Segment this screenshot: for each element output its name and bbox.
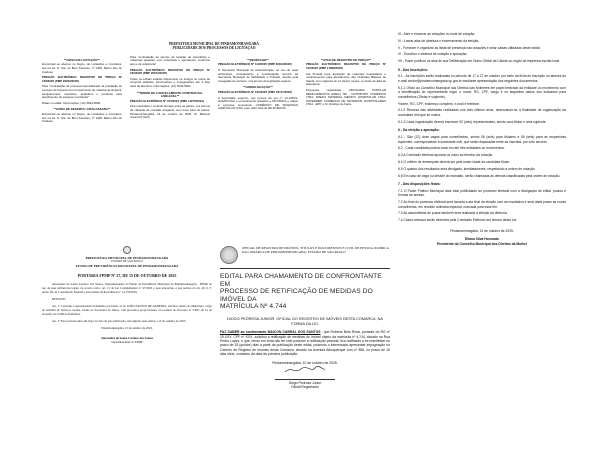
- licitacao-column-3: [218, 56, 298, 126]
- pregao-title: PREGÃO ELETRÔNICO REGISTRO DE PREÇO Nº 160/2025 (PMP 20073/2025): [130, 67, 210, 76]
- aviso-licitacao-heading: **AVISO DE LICITAÇÃO**: [64, 57, 100, 62]
- conselho-item: V - Fornecer e organizar as listas de presença nas votações e selar caixas utilizadas deste edital;: [398, 45, 541, 50]
- portaria-paragraph-2: Art. 1º Conceder a Aposentadoria Voluntária por Idade, ao Sr. JOÃO SANTOS DE ALMEIDA, servidor efetivo do Município, cargo de Auxiliar de Serviços Gerais, lotado na Secretaria de Obras, com proventos proporcionais, nos termos do Processo nº 5.667, de 12 de fevereiro de 2.006 da Prefeitura.: [42, 303, 212, 316]
- section-inscricoes-heading: 5 - Das Inscrições:: [398, 67, 428, 72]
- pregao-title: PREGÃO ELETRÔNICO REGISTRO DE PREÇO Nº 128/2025 (PMP 22223/2025): [42, 75, 122, 83]
- edital-heading-line3: MATRÍCULA Nº 4.744: [220, 303, 287, 311]
- portaria-paragraph-3: Art. 2º Esta portaria entra em vigor na data de sua publicação, retroagindo seus efeitos a 15 de outubro de 2025.: [52, 318, 187, 323]
- cancelamento-heading: **TERMO DE CANCELAMENTO CONTRATUAL AMIGÁVEL**: [137, 90, 203, 99]
- eleicao-paragraph: 6.6 Em caso de vaga ou desistir do mandato, serão chamadas as demais classificadas pela ordem de votação.: [398, 173, 561, 178]
- atas-heading: **ATAS DE REGISTRO DE PREÇO**: [320, 57, 372, 62]
- pregao-text: Todos os editais estarão disponíveis na íntegra no portal de compras públicas. Informações e impugnações até 3 dias úteis da abertura. Informações: (12) 3644-5600.: [130, 76, 210, 88]
- pregao-title: PREGÃO ELETRÔNICO Nº 125/2025 (PMP 23177/2025): [218, 89, 293, 94]
- portaria-signature: [42, 336, 212, 344]
- edital-heading-line2: PROCESSO DE RETIFICAÇÃO DE MEDIDAS DO IMÓVEL DA: [220, 288, 373, 303]
- pregao-title: PREGÃO ELETRÔNICO Nº 113/2025 (PMP 20043/2025): [218, 62, 292, 67]
- portaria-section: [42, 246, 212, 411]
- eleicao-paragraph: 6.2 - Cada candidata poderá votar em até três entidades ou movimentos.: [398, 146, 505, 151]
- edital-intro: DIOGO PEDROSA JUNIOR, OFICIAL DO REGISTRO DE IMÓVEIS DESTA COMARCA, NA FORMA DA LEI,: [227, 316, 383, 326]
- licitacao-header-line1: PREFEITURA MUNICIPAL DE PINDAMONHANGABA: [168, 42, 260, 46]
- eleicao-paragraph: 6.1 - São (12) doze vagas para conselheiras, sendo 06 (seis) para titulares e 06 (seis) para as respectivas suplentes, correspondente à sociedade civil, que serão disputadas entre as inscritas, por voto secreto.: [398, 135, 566, 144]
- city-emblem-icon: [123, 246, 131, 254]
- conselho-item: VI - Escolher o sistema de votação e apuração;: [398, 52, 468, 57]
- licitacao-column-4: [306, 56, 386, 126]
- licitacao-columns: [42, 56, 386, 126]
- pregao-info: Datas no edital. Informações: (12) 3644-5600.: [42, 100, 101, 105]
- cartorio-section: [220, 246, 390, 416]
- inscricoes-paragraph: 5.1 - As inscrições serão realizadas no período de 17 a 27 de outubro por meio da ficha de inscrição ou através do e-mail cmdm@pindamonhangaba.sp.gov.br mediante apresentação dos seguintes documentos:: [398, 74, 566, 83]
- homologacao-heading: **HOMOLOGAÇÃO**: [243, 85, 273, 90]
- conselho-signature: [398, 229, 566, 247]
- edital-place-date: Pindamonhangaba, 10 de outubro de 2025.: [272, 360, 338, 365]
- cartorio-divider: [220, 268, 390, 269]
- atas-empresas: Empresas registradas: DROGARIA POPULAR MEDICAMENTOS EIRELI; NP - NUTRIPORT COMÉRCIO LTDA; DIMACI MATERIAL MÉDICO HOSPITALAR LTDA; SUPERMED COMÉRCIO DE MATERIAIS HOSPITALARES LTDA - EPP, e Sr. Rodrigo de Faria.: [306, 87, 386, 107]
- homologacao-text: A Autoridade superior, nos termos da Lei nº 14.133/21, HOMOLOGA o procedimento licitatório e ADJUDICA o objeto à empresa vencedora: COMÉRCIO DE MÁQUINAS AGRÍCOLAS LTDA, pelo valor total de R$ 45.800,00.: [218, 95, 298, 111]
- pregao-title: PREGÃO ELETRÔNICO REGISTRO DE PREÇO Nº 102/2025 (PMP 17898/2025): [306, 62, 386, 70]
- portaria-signer-role: Superintendente do FPMP: [111, 339, 143, 344]
- section-eleicao-heading: 6 - Da eleição e apuração:: [398, 128, 440, 133]
- licitacao-section: [42, 42, 386, 232]
- licitacao-header: [42, 42, 386, 51]
- portaria-place-date: Pindamonhangaba, 15 de outubro de 2025.: [101, 325, 153, 330]
- pregao-text: Para "contratação de empresa especializada na prestação de serviços de limpeza com fornecimento de material de limpeza, equipamentos, utensílios, aparelhos e produtos para atendimento de espaços municipais".: [42, 84, 122, 100]
- disposicoes-paragraph: 7.1 O Poder Público Municipal dará total publicidade ao processo eleitoral com a divulgação de edital, prazos e formas de acesso.: [398, 188, 566, 198]
- portaria-paragraph-1: Alessandro de Souza Cardoso dos Santos, Superintendente do Fundo de Previdência Municipal de Pindamonhangaba - FPMP, no uso de suas atribuições legais, de acordo com o art. 11 da Lei Complementar nº 47/2022 e suas alterações, e nos termos do art. 40, § 1º, inciso III, da Constituição Federal e das normas da Previdência nº 14.133/2025.: [42, 281, 212, 294]
- cartorio-header: [220, 246, 390, 264]
- edital-body-text: , que Roberto Brito Rosa, portador do RG nº 15.XXX, CPF nº XXX, solicitou a retificação de medidas do imóvel objeto da matrícula nº 4.744, situado na Rua Pedro Lopes, e que, tendo em vista não ter sido possível a notificação pessoal, fica notificado a se manifestar no prazo de 15 (quinze) dias a partir da publicação deste edital, podendo o interessado apresentar impugnação no Cartório de Registro de Imóveis desta Comarca, situado na Avenida Albuquerque Lins nº 858, no prazo de 15 dias úteis, contados da data da primeira publicação.: [220, 330, 390, 357]
- disposicoes-paragraph: 7.4 Casos omissos serão dirimidos pela Comissão Eleitoral nos termos desta Lei.: [398, 218, 518, 223]
- inscricoes-paragraph: 5.1.1 Ofício ao Conselho Municipal dos Direitos das Mulheres em papel timbrado da entidade ou movimento com a identificação do representante legal, o nome, RG, CPF, cargo e os seguintes dados dos indicados para conselheiros (Titular e suplente).: [398, 85, 566, 99]
- atas-text: Ata firmada para aquisição de materiais hospitalares e medicamentos para atendimento das Unidades Básicas de Saúde, com vigência de 12 (doze) meses, a contar da data de assinatura.: [306, 71, 386, 87]
- licitacao-column-2: [130, 56, 210, 126]
- conselho-section: [398, 32, 566, 412]
- conselho-signer-role: Presidente do Conselho Municipal dos Direitos da Mulher: [436, 242, 528, 246]
- aviso-text: Encontram-se abertos no Depto. de Licitações e Contratos, sito na Av. N. Sra. do Bom Sucesso, nº 1400, Bairro Alto do Cardoso:: [42, 62, 122, 74]
- licitacao-header-line2: PUBLICIDADE DOS PROCESSOS DE LICITAÇÃO: [172, 46, 256, 51]
- handwritten-signature-icon: [283, 365, 327, 375]
- section-disposicoes-heading: 7 - Das disposições finais:: [398, 182, 441, 187]
- disposicoes-paragraph: 7.3 As assembleias de posse também será realizada a eleição da diretoria.: [398, 211, 508, 216]
- eleicao-paragraph: 6.4 O critério de desempate deverá ser pela maior idade da candidata titular.: [398, 159, 510, 164]
- eleicao-paragraph: 6.3 A Comissão eleitoral apurará os votos ao término da votação.: [398, 153, 494, 158]
- edital-heading: [220, 273, 390, 311]
- deserta-text: Encontram-se abertos no Depto. de Licitações e Contratos, sito na Av. N. Sra. do Bom Sucesso, nº 1400, Bairro Alto do Cardoso.: [42, 111, 122, 124]
- locacao-text: Para "contratação de serviço de locação de caminhões e máquinas pesadas, com motoristas e operadores, conforme termo de referência".: [130, 54, 210, 66]
- edital-heading-line1: EDITAL PARA CHAMAMENTO DE CONFRONTANTE EM: [220, 273, 382, 288]
- edital-body-lead: FAZ SABER: [220, 330, 240, 335]
- edital-body-confrontante: ao confrontante MAICON CABRAL DOS SANTOS: [240, 330, 321, 335]
- cancelamento-text: Fica rescindido o contrato firmado entre as partes, nos termos da cláusula de rescisão amigável, sem ônus para as partes. Pindamonhangaba, 14 de outubro de 2025. Sr. Marcelo Jovannini Viotti.: [130, 104, 210, 120]
- cartorio-signer-role: Oficial Registrador: [291, 385, 319, 390]
- conselho-place-date: Pindamonhangaba, 14 de outubro de 2025.: [450, 228, 514, 233]
- conselho-item: III - Abrir e encerrar as votações no local de votação;: [398, 32, 476, 36]
- portaria-signer-name: Alessandro de Souza Cardoso dos Santos: [100, 335, 154, 340]
- signature-line: [275, 379, 335, 380]
- portaria-header-line2: ESTADO DE SÃO PAULO: [111, 260, 143, 264]
- deserta-heading: **AVISO DE DESERTA / FRACASSADA**: [53, 107, 111, 112]
- despacho-text: O Secretário Municipal de Administração, no uso de suas atribuições, considerando a manifestação técnica da Secretaria Municipal de Mobilidade e Trânsito, decide pela revogação do certame, nos termos da legislação vigente.: [218, 68, 298, 83]
- inscricoes-paragraph: 5.1.2 Recurso das atividades realizadas nos dois últimos anos, observando-se a finalidade da organização da sociedade civil que se indica.: [398, 108, 566, 118]
- conselho-item: IV - Lavrar atas de abertura e encerramento da eleição;: [398, 38, 480, 43]
- edital-body: [220, 330, 390, 356]
- inscricoes-paragraph: *Nome, RG, CPF, endereço completo, e-mail e telefone.: [398, 101, 480, 106]
- portaria-header-line1: PREFEITURA MUNICIPAL DE PINDAMONHANGABA: [85, 256, 169, 260]
- conselho-item: VII - Fazer publicar os atos de sua Deliberação em Diário Oficial da Cidade ou órgão da imprensa escrita local.: [398, 59, 560, 64]
- inscricoes-paragraph: 5.1.3 Cada organização deverá inscrever 02 (dois) representantes, sendo uma titular e uma suplente.: [398, 119, 547, 124]
- despacho-heading: **DESPACHO**: [247, 57, 269, 62]
- portaria-header-line3: FUNDO DE PREVIDÊNCIA MUNICIPAL DE PINDAMONHANGABA: [75, 264, 179, 269]
- eleicao-paragraph: 6.5 O quadro dos resultados será divulgado, imediatamente, respeitando a ordem de votação.: [398, 166, 536, 171]
- portaria-resolve: RESOLVE:: [52, 296, 67, 301]
- cartorio-title: OFICIAL DE REGISTRO DE IMÓVEIS, TÍTULOS E DOCUMENTOS E CIVIL DE PESSOA JURÍDICA DA COMARCA DE PINDAMONHANGABA, ESTADO DE SÃO PAULO: [242, 246, 389, 255]
- cartorio-seal-icon: [220, 246, 238, 264]
- pregao-title: PREGÃO ELETRÔNICO Nº 073/2024 (PMP 11270/2024): [130, 98, 204, 103]
- conselho-signer-name: Eliana Silva Honorato: [465, 237, 499, 242]
- portaria-title: PORTARIA FPMP Nº 27, DE 15 DE OUTUBRO DE 2025: [77, 272, 177, 278]
- disposicoes-paragraph: 7.2 Ao final do processo eleitoral será lavrada a ata final da eleição com as resultados e será dada posse às novas conselheiras, em reunião ordinária especial, marcada para esse fim.: [398, 200, 566, 209]
- licitacao-column-1: [42, 56, 122, 126]
- cartorio-signer-name: Diogo Pedrosa Junior: [288, 381, 322, 385]
